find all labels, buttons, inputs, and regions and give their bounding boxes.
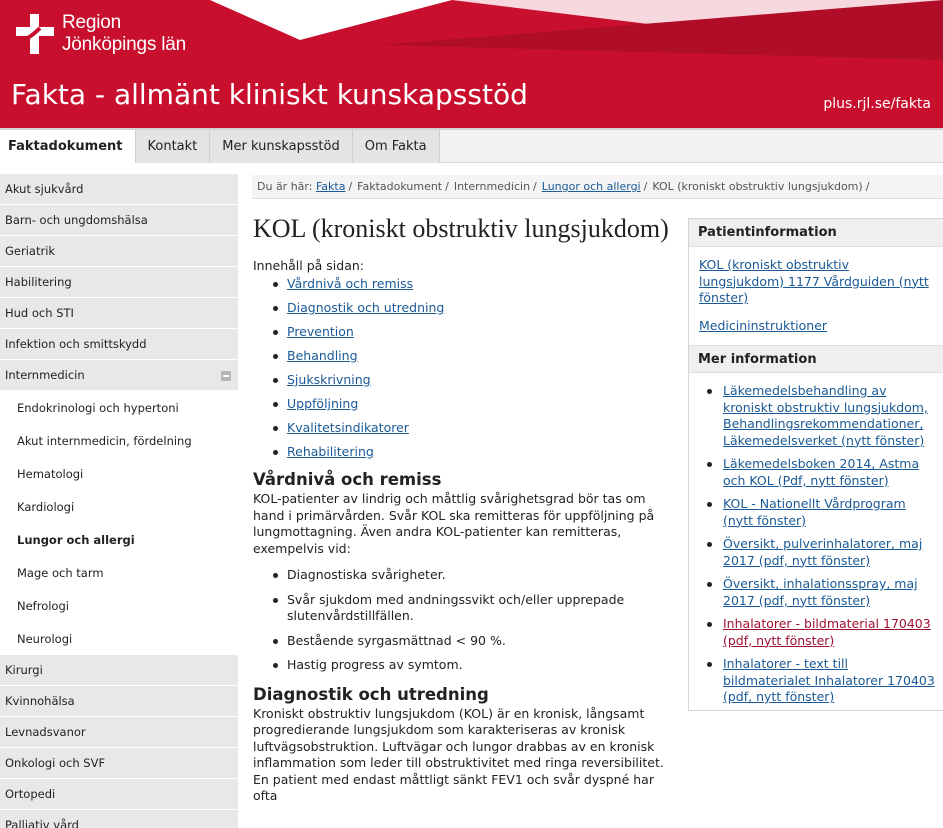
toc-link-behandling[interactable]: Behandling (287, 348, 358, 363)
list-item (689, 496, 943, 529)
more-info-link[interactable]: Läkemedelsboken 2014, Astma och KOL (Pdf, nytt fönster) (723, 456, 920, 488)
breadcrumb-item-internmedicin: Internmedicin (453, 180, 531, 193)
list-item: Svår sjukdom med andningssvikt och/eller upprepade slutenvårdstillfällen. (273, 592, 673, 625)
site-title: Fakta - allmänt kliniskt kunskapsstöd (11, 78, 528, 111)
more-info-link[interactable]: Inhalatorer - text till bildmaterialet Inhalatorer 170403 (pdf, nytt fönster) (723, 656, 935, 704)
sidebar-item-label: Internmedicin (5, 368, 85, 382)
toc-link-diagnostik[interactable]: Diagnostik och utredning (287, 300, 445, 315)
list-item (689, 383, 943, 449)
sidebar-item-internmedicin[interactable] (0, 360, 238, 391)
sidebar-subitem-hematologi[interactable]: Hematologi (0, 457, 238, 490)
toc-item (273, 299, 673, 323)
sidebar-item-geriatrik[interactable]: Geriatrik (0, 236, 238, 267)
list-item (689, 456, 943, 489)
sidebar-item-palliativ-vard[interactable]: Palliativ vård (0, 810, 238, 828)
more-info-list (689, 383, 943, 706)
toc-label: Innehåll på sidan: (253, 258, 365, 273)
toc-link-uppfoljning[interactable]: Uppföljning (287, 396, 359, 411)
region-logo[interactable] (14, 12, 186, 56)
list-item: Diagnostiska svårigheter. (273, 567, 673, 584)
more-info-link[interactable]: Inhalatorer - bildmaterial 170403 (pdf, nytt fönster) (723, 616, 931, 648)
sidebar-item-levnadsvanor[interactable]: Levnadsvanor (0, 717, 238, 748)
section-text-vardniva: KOL-patienter av lindrig och måttlig svårighetsgrad bör tas om hand i primärvården. Svår KOL ska remitteras för uppföljning på lungmottagning. Även andra KOL-patienter kan remitteras, exempelvis vid: (253, 491, 655, 556)
more-info-link[interactable]: KOL - Nationellt Vårdprogram (nytt fönster) (723, 496, 906, 528)
list-item (689, 656, 943, 706)
tab-kontakt[interactable]: Kontakt (136, 130, 211, 163)
list-item: Hastig progress av symtom. (273, 657, 673, 674)
section-heading-diagnostik: Diagnostik och utredning (253, 684, 489, 704)
region-cross-icon (14, 12, 56, 56)
table-of-contents (273, 275, 673, 467)
sidebar-item-akut-sjukvard[interactable]: Akut sjukvård (0, 174, 238, 205)
breadcrumb-item-current: KOL (kroniskt obstruktiv lungsjukdom) (652, 180, 863, 193)
page-title: KOL (kroniskt obstruktiv lungsjukdom) (253, 214, 669, 243)
toc-item (273, 347, 673, 371)
sidebar-item-ortopedi[interactable]: Ortopedi (0, 779, 238, 810)
sidebar-item-barn-och-ungdomshalsa[interactable]: Barn- och ungdomshälsa (0, 205, 238, 236)
patient-link-medicininstruktioner[interactable]: Medicininstruktioner (699, 317, 828, 333)
sidebar-item-kvinnohalsa[interactable]: Kvinnohälsa (0, 686, 238, 717)
sidebar-item-infektion[interactable]: Infektion och smittskydd (0, 329, 238, 360)
collapse-icon[interactable] (221, 371, 231, 381)
remiss-criteria-list (273, 567, 673, 674)
sidebar-item-onkologi[interactable]: Onkologi och SVF (0, 748, 238, 779)
breadcrumb: Du är här: Fakta / Faktadokument / Internmedicin / Lungor och allergi / KOL (kroniskt obstruktiv lungsjukdom) / (252, 175, 943, 199)
list-item (689, 536, 943, 569)
patient-link-1177[interactable]: KOL (kroniskt obstruktiv lungsjukdom) 1177 Vårdguiden (nytt fönster) (699, 257, 929, 305)
list-item (689, 576, 943, 609)
breadcrumb-link-fakta[interactable]: Fakta (315, 180, 346, 193)
toc-item (273, 275, 673, 299)
sidebar-subitem-lungor-och-allergi[interactable]: Lungor och allergi (0, 523, 238, 556)
sidebar-subitem-nefrologi[interactable]: Nefrologi (0, 589, 238, 622)
breadcrumb-prefix: Du är här: (257, 180, 313, 193)
toc-item (273, 371, 673, 395)
top-navigation (0, 128, 943, 163)
section-heading-vardniva: Vårdnivå och remiss (253, 470, 442, 489)
sidebar-item-kirurgi[interactable]: Kirurgi (0, 655, 238, 686)
site-header (0, 0, 943, 128)
toc-item (273, 443, 673, 467)
logo-line1: Region (62, 12, 122, 33)
sidebar-subitem-kardiologi[interactable]: Kardiologi (0, 490, 238, 523)
tab-faktadokument[interactable]: Faktadokument (0, 130, 136, 163)
sidebar-subitem-akut-internmedicin[interactable]: Akut internmedicin, fördelning (0, 424, 238, 457)
list-item: Bestående syrgasmättnad < 90 %. (273, 633, 673, 650)
sidebar-item-habilitering[interactable]: Habilitering (0, 267, 238, 298)
list-item (689, 616, 943, 649)
toc-link-vardniva[interactable]: Vårdnivå och remiss (287, 276, 414, 291)
tab-om-fakta[interactable]: Om Fakta (353, 130, 440, 163)
section-text-diagnostik: Kroniskt obstruktiv lungsjukdom (KOL) är en kronisk, långsamt progredierande lungsjukdom som karakteriseras av kronisk luftvägsobstruktion. Luftvägar och lungor drabbas av en kronisk inflammation som leder till obstruktivitet med ringa reversibilitet. En patient med endast måttligt sänkt FEV1 och svår dyspné har ofta (253, 705, 664, 803)
toc-item (273, 419, 673, 443)
site-url: plus.rjl.se/fakta (823, 96, 931, 112)
more-info-heading: Mer information (689, 345, 943, 373)
toc-link-kvalitetsindikatorer[interactable]: Kvalitetsindikatorer (287, 420, 409, 435)
main-content (253, 214, 673, 805)
toc-link-sjukskrivning[interactable]: Sjukskrivning (287, 372, 371, 387)
logo-line2: Jönköpings län (62, 34, 186, 55)
topnav-spacer (440, 130, 943, 163)
toc-link-rehabilitering[interactable]: Rehabilitering (287, 444, 374, 459)
sidebar-subitem-endokrinologi[interactable]: Endokrinologi och hypertoni (0, 391, 238, 424)
toc-link-prevention[interactable]: Prevention (287, 324, 354, 339)
related-info-panel (688, 218, 943, 711)
sidebar-subitem-neurologi[interactable]: Neurologi (0, 622, 238, 655)
toc-item (273, 323, 673, 347)
more-info-link[interactable]: Översikt, pulverinhalatorer, maj 2017 (pdf, nytt fönster) (723, 536, 923, 568)
sidebar-subitem-mage-och-tarm[interactable]: Mage och tarm (0, 556, 238, 589)
sidebar-item-hud-och-sti[interactable]: Hud och STI (0, 298, 238, 329)
more-info-link[interactable]: Översikt, inhalationsspray, maj 2017 (pdf, nytt fönster) (723, 576, 918, 608)
sidebar (0, 174, 238, 828)
toc-item (273, 395, 673, 419)
patient-info-heading: Patientinformation (689, 219, 943, 247)
tab-mer-kunskapsstod[interactable]: Mer kunskapsstöd (210, 130, 352, 163)
breadcrumb-item-faktadokument: Faktadokument (357, 180, 443, 193)
breadcrumb-link-lungor[interactable]: Lungor och allergi (541, 180, 641, 193)
more-info-link[interactable]: Läkemedelsbehandling av kroniskt obstruktiv lungsjukdom, Behandlingsrekommendationer, Läkemedelsverket (nytt fönster) (723, 383, 928, 448)
